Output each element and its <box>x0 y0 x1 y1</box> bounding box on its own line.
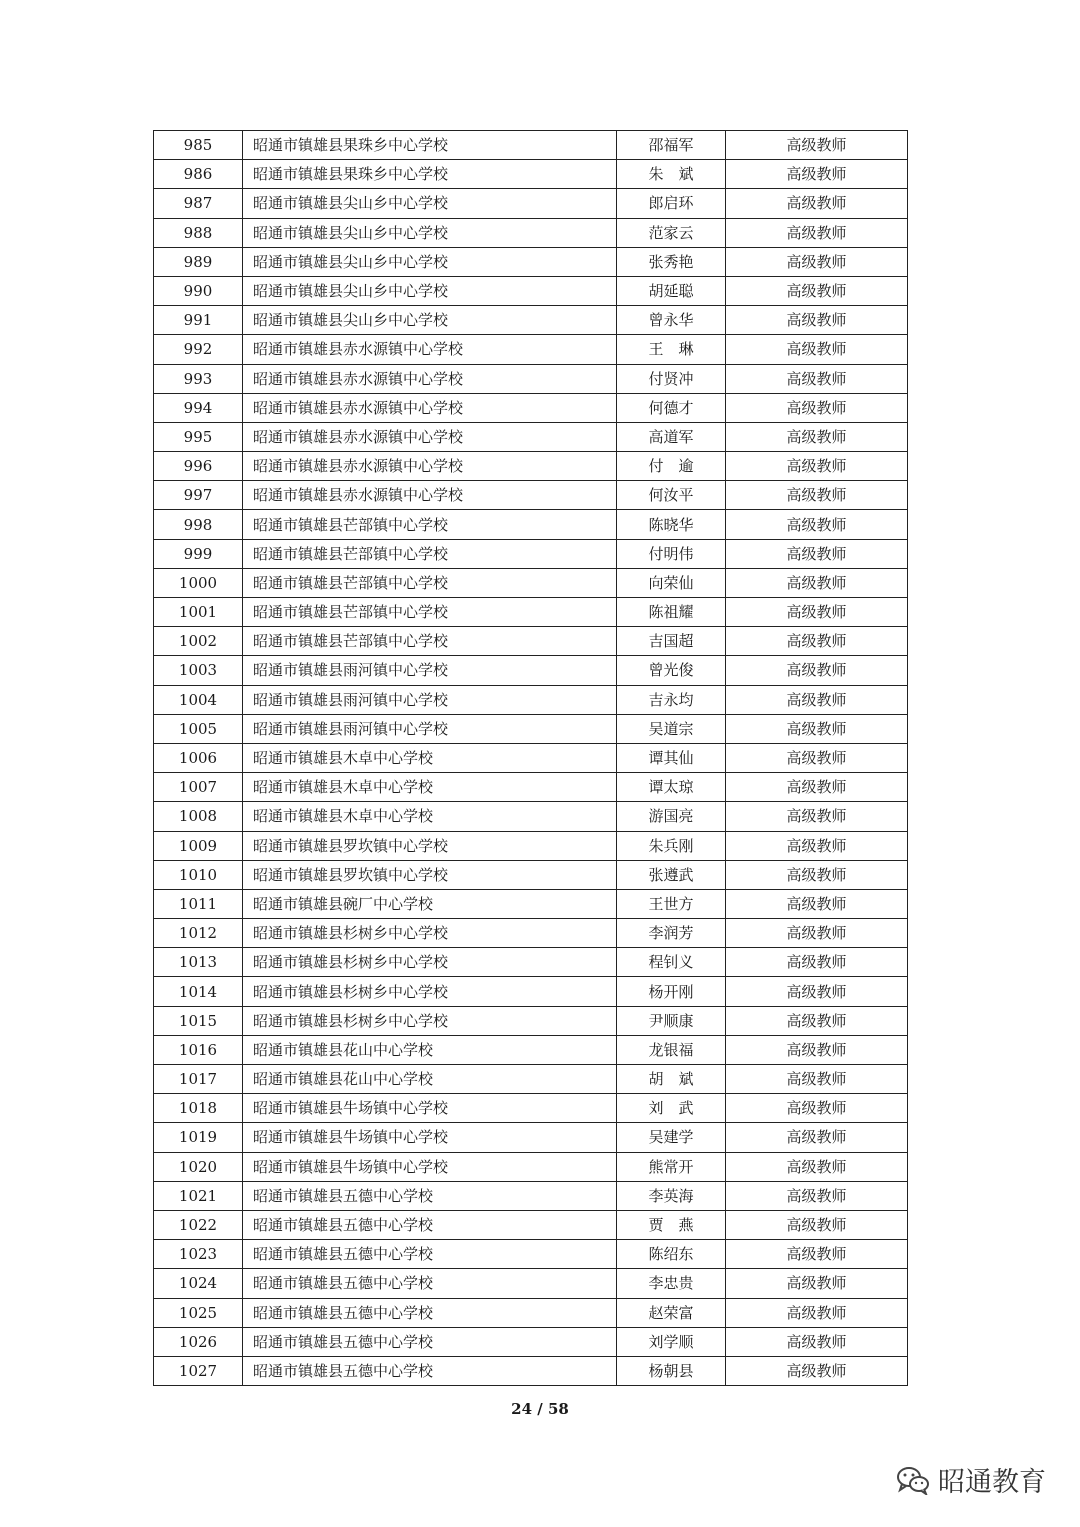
table-row <box>154 656 908 685</box>
teacher-name-cell: 朱 斌 <box>617 160 726 189</box>
title-cell: 高级教师 <box>726 656 908 685</box>
school-cell: 昭通市镇雄县五德中心学校 <box>243 1298 617 1327</box>
row-number-cell: 999 <box>154 539 243 568</box>
teacher-name-cell: 曾永华 <box>617 306 726 335</box>
row-number-cell: 992 <box>154 335 243 364</box>
row-number-cell: 998 <box>154 510 243 539</box>
title-cell: 高级教师 <box>726 977 908 1006</box>
school-cell: 昭通市镇雄县杉树乡中心学校 <box>243 919 617 948</box>
row-number-cell: 1018 <box>154 1094 243 1123</box>
school-cell: 昭通市镇雄县尖山乡中心学校 <box>243 276 617 305</box>
school-cell: 昭通市镇雄县花山中心学校 <box>243 1065 617 1094</box>
teacher-name-cell: 杨朝县 <box>617 1356 726 1385</box>
teacher-name-cell: 曾光俊 <box>617 656 726 685</box>
row-number-cell: 1020 <box>154 1152 243 1181</box>
table-row <box>154 1035 908 1064</box>
title-cell: 高级教师 <box>726 160 908 189</box>
row-number-cell: 1008 <box>154 802 243 831</box>
teacher-name-cell: 王世方 <box>617 889 726 918</box>
school-cell: 昭通市镇雄县碗厂中心学校 <box>243 889 617 918</box>
row-number-cell: 1012 <box>154 919 243 948</box>
table-row <box>154 306 908 335</box>
teacher-name-cell: 向荣仙 <box>617 568 726 597</box>
title-cell: 高级教师 <box>726 743 908 772</box>
title-cell: 高级教师 <box>726 452 908 481</box>
row-number-cell: 1014 <box>154 977 243 1006</box>
school-cell: 昭通市镇雄县木卓中心学校 <box>243 773 617 802</box>
teacher-name-cell: 刘 武 <box>617 1094 726 1123</box>
teacher-name-cell: 张秀艳 <box>617 247 726 276</box>
teacher-name-cell: 王 琳 <box>617 335 726 364</box>
school-cell: 昭通市镇雄县赤水源镇中心学校 <box>243 422 617 451</box>
title-cell: 高级教师 <box>726 364 908 393</box>
title-cell: 高级教师 <box>726 889 908 918</box>
table-row <box>154 1327 908 1356</box>
row-number-cell: 990 <box>154 276 243 305</box>
title-cell: 高级教师 <box>726 539 908 568</box>
table-row <box>154 1065 908 1094</box>
teacher-name-cell: 龙银福 <box>617 1035 726 1064</box>
table-row <box>154 773 908 802</box>
school-cell: 昭通市镇雄县五德中心学校 <box>243 1240 617 1269</box>
school-cell: 昭通市镇雄县赤水源镇中心学校 <box>243 364 617 393</box>
row-number-cell: 1022 <box>154 1210 243 1239</box>
watermark-text: 昭通教育 <box>938 1467 1046 1498</box>
title-cell: 高级教师 <box>726 714 908 743</box>
table-row <box>154 276 908 305</box>
row-number-cell: 1011 <box>154 889 243 918</box>
row-number-cell: 1005 <box>154 714 243 743</box>
school-cell: 昭通市镇雄县雨河镇中心学校 <box>243 714 617 743</box>
table-row <box>154 1094 908 1123</box>
table-body <box>154 131 908 1386</box>
title-cell: 高级教师 <box>726 1035 908 1064</box>
row-number-cell: 1023 <box>154 1240 243 1269</box>
table-row <box>154 218 908 247</box>
row-number-cell: 1026 <box>154 1327 243 1356</box>
teacher-name-cell: 高道军 <box>617 422 726 451</box>
title-cell: 高级教师 <box>726 276 908 305</box>
title-cell: 高级教师 <box>726 218 908 247</box>
title-cell: 高级教师 <box>726 1181 908 1210</box>
teacher-name-cell: 胡 斌 <box>617 1065 726 1094</box>
row-number-cell: 1009 <box>154 831 243 860</box>
school-cell: 昭通市镇雄县赤水源镇中心学校 <box>243 335 617 364</box>
table-row <box>154 1356 908 1385</box>
teacher-name-cell: 尹顺康 <box>617 1006 726 1035</box>
table-row <box>154 189 908 218</box>
row-number-cell: 991 <box>154 306 243 335</box>
teacher-name-cell: 吉永均 <box>617 685 726 714</box>
wechat-icon <box>896 1465 930 1495</box>
row-number-cell: 1006 <box>154 743 243 772</box>
table-row <box>154 452 908 481</box>
title-cell: 高级教师 <box>726 1065 908 1094</box>
title-cell: 高级教师 <box>726 919 908 948</box>
school-cell: 昭通市镇雄县雨河镇中心学校 <box>243 685 617 714</box>
teacher-name-cell: 张遵武 <box>617 860 726 889</box>
title-cell: 高级教师 <box>726 1006 908 1035</box>
school-cell: 昭通市镇雄县芒部镇中心学校 <box>243 598 617 627</box>
school-cell: 昭通市镇雄县木卓中心学校 <box>243 802 617 831</box>
teacher-name-cell: 熊常开 <box>617 1152 726 1181</box>
title-cell: 高级教师 <box>726 1210 908 1239</box>
teacher-name-cell: 范家云 <box>617 218 726 247</box>
table-row <box>154 481 908 510</box>
table-row <box>154 247 908 276</box>
row-number-cell: 1015 <box>154 1006 243 1035</box>
row-number-cell: 1002 <box>154 627 243 656</box>
row-number-cell: 996 <box>154 452 243 481</box>
school-cell: 昭通市镇雄县五德中心学校 <box>243 1327 617 1356</box>
school-cell: 昭通市镇雄县杉树乡中心学校 <box>243 977 617 1006</box>
school-cell: 昭通市镇雄县花山中心学校 <box>243 1035 617 1064</box>
teacher-name-cell: 陈祖耀 <box>617 598 726 627</box>
teacher-name-cell: 朱兵刚 <box>617 831 726 860</box>
row-number-cell: 993 <box>154 364 243 393</box>
row-number-cell: 1003 <box>154 656 243 685</box>
row-number-cell: 987 <box>154 189 243 218</box>
table-row <box>154 919 908 948</box>
table-row <box>154 685 908 714</box>
title-cell: 高级教师 <box>726 831 908 860</box>
teacher-name-cell: 刘学顺 <box>617 1327 726 1356</box>
school-cell: 昭通市镇雄县牛场镇中心学校 <box>243 1152 617 1181</box>
table-row <box>154 539 908 568</box>
row-number-cell: 1016 <box>154 1035 243 1064</box>
row-number-cell: 1013 <box>154 948 243 977</box>
school-cell: 昭通市镇雄县果珠乡中心学校 <box>243 160 617 189</box>
row-number-cell: 994 <box>154 393 243 422</box>
table-row <box>154 889 908 918</box>
school-cell: 昭通市镇雄县罗坎镇中心学校 <box>243 860 617 889</box>
title-cell: 高级教师 <box>726 481 908 510</box>
row-number-cell: 1025 <box>154 1298 243 1327</box>
table-row <box>154 1181 908 1210</box>
table-row <box>154 364 908 393</box>
table-row <box>154 422 908 451</box>
table-row <box>154 1269 908 1298</box>
teacher-name-cell: 邵福军 <box>617 131 726 160</box>
table-row <box>154 802 908 831</box>
teacher-name-cell: 吴建学 <box>617 1123 726 1152</box>
school-cell: 昭通市镇雄县赤水源镇中心学校 <box>243 452 617 481</box>
title-cell: 高级教师 <box>726 1240 908 1269</box>
teacher-name-cell: 吴道宗 <box>617 714 726 743</box>
title-cell: 高级教师 <box>726 802 908 831</box>
title-cell: 高级教师 <box>726 773 908 802</box>
school-cell: 昭通市镇雄县五德中心学校 <box>243 1181 617 1210</box>
school-cell: 昭通市镇雄县芒部镇中心学校 <box>243 539 617 568</box>
row-number-cell: 988 <box>154 218 243 247</box>
school-cell: 昭通市镇雄县芒部镇中心学校 <box>243 510 617 539</box>
teacher-name-cell: 付贤冲 <box>617 364 726 393</box>
school-cell: 昭通市镇雄县杉树乡中心学校 <box>243 1006 617 1035</box>
teacher-list-table <box>153 130 908 1386</box>
row-number-cell: 997 <box>154 481 243 510</box>
table-row <box>154 860 908 889</box>
table-row <box>154 1210 908 1239</box>
row-number-cell: 989 <box>154 247 243 276</box>
row-number-cell: 1024 <box>154 1269 243 1298</box>
school-cell: 昭通市镇雄县尖山乡中心学校 <box>243 306 617 335</box>
teacher-name-cell: 陈晓华 <box>617 510 726 539</box>
title-cell: 高级教师 <box>726 510 908 539</box>
title-cell: 高级教师 <box>726 1094 908 1123</box>
table-row <box>154 743 908 772</box>
title-cell: 高级教师 <box>726 1327 908 1356</box>
school-cell: 昭通市镇雄县木卓中心学校 <box>243 743 617 772</box>
row-number-cell: 1001 <box>154 598 243 627</box>
table-row <box>154 160 908 189</box>
row-number-cell: 986 <box>154 160 243 189</box>
teacher-name-cell: 贾 燕 <box>617 1210 726 1239</box>
title-cell: 高级教师 <box>726 685 908 714</box>
table-row <box>154 977 908 1006</box>
teacher-name-cell: 何德才 <box>617 393 726 422</box>
table-row <box>154 627 908 656</box>
title-cell: 高级教师 <box>726 335 908 364</box>
title-cell: 高级教师 <box>726 422 908 451</box>
teacher-name-cell: 付 逾 <box>617 452 726 481</box>
title-cell: 高级教师 <box>726 1123 908 1152</box>
table-row <box>154 1152 908 1181</box>
title-cell: 高级教师 <box>726 131 908 160</box>
school-cell: 昭通市镇雄县芒部镇中心学校 <box>243 568 617 597</box>
table-row <box>154 568 908 597</box>
teacher-name-cell: 程钊义 <box>617 948 726 977</box>
row-number-cell: 1019 <box>154 1123 243 1152</box>
school-cell: 昭通市镇雄县罗坎镇中心学校 <box>243 831 617 860</box>
table-row <box>154 948 908 977</box>
school-cell: 昭通市镇雄县芒部镇中心学校 <box>243 627 617 656</box>
title-cell: 高级教师 <box>726 247 908 276</box>
table-row <box>154 1006 908 1035</box>
teacher-name-cell: 付明伟 <box>617 539 726 568</box>
title-cell: 高级教师 <box>726 1356 908 1385</box>
teacher-name-cell: 赵荣富 <box>617 1298 726 1327</box>
school-cell: 昭通市镇雄县雨河镇中心学校 <box>243 656 617 685</box>
title-cell: 高级教师 <box>726 189 908 218</box>
row-number-cell: 1027 <box>154 1356 243 1385</box>
title-cell: 高级教师 <box>726 598 908 627</box>
school-cell: 昭通市镇雄县杉树乡中心学校 <box>243 948 617 977</box>
teacher-name-cell: 何汝平 <box>617 481 726 510</box>
row-number-cell: 1021 <box>154 1181 243 1210</box>
school-cell: 昭通市镇雄县果珠乡中心学校 <box>243 131 617 160</box>
table-row <box>154 1298 908 1327</box>
table-row <box>154 131 908 160</box>
title-cell: 高级教师 <box>726 1298 908 1327</box>
row-number-cell: 1000 <box>154 568 243 597</box>
title-cell: 高级教师 <box>726 393 908 422</box>
title-cell: 高级教师 <box>726 568 908 597</box>
teacher-name-cell: 李忠贵 <box>617 1269 726 1298</box>
row-number-cell: 1010 <box>154 860 243 889</box>
table-row <box>154 1240 908 1269</box>
teacher-name-cell: 陈绍东 <box>617 1240 726 1269</box>
table-row <box>154 831 908 860</box>
school-cell: 昭通市镇雄县五德中心学校 <box>243 1269 617 1298</box>
page-number: 24 / 58 <box>511 1400 569 1418</box>
teacher-name-cell: 谭其仙 <box>617 743 726 772</box>
teacher-name-cell: 李润芳 <box>617 919 726 948</box>
title-cell: 高级教师 <box>726 1152 908 1181</box>
school-cell: 昭通市镇雄县五德中心学校 <box>243 1210 617 1239</box>
title-cell: 高级教师 <box>726 306 908 335</box>
table-row <box>154 598 908 627</box>
table-row <box>154 714 908 743</box>
teacher-name-cell: 谭太琼 <box>617 773 726 802</box>
row-number-cell: 1017 <box>154 1065 243 1094</box>
teacher-name-cell: 郎启环 <box>617 189 726 218</box>
school-cell: 昭通市镇雄县牛场镇中心学校 <box>243 1094 617 1123</box>
row-number-cell: 985 <box>154 131 243 160</box>
row-number-cell: 995 <box>154 422 243 451</box>
school-cell: 昭通市镇雄县尖山乡中心学校 <box>243 189 617 218</box>
school-cell: 昭通市镇雄县牛场镇中心学校 <box>243 1123 617 1152</box>
teacher-name-cell: 游国亮 <box>617 802 726 831</box>
teacher-name-cell: 李英海 <box>617 1181 726 1210</box>
table-row <box>154 393 908 422</box>
title-cell: 高级教师 <box>726 860 908 889</box>
school-cell: 昭通市镇雄县赤水源镇中心学校 <box>243 393 617 422</box>
title-cell: 高级教师 <box>726 948 908 977</box>
row-number-cell: 1004 <box>154 685 243 714</box>
teacher-name-cell: 杨开刚 <box>617 977 726 1006</box>
watermark <box>896 1460 1046 1499</box>
teacher-name-cell: 吉国超 <box>617 627 726 656</box>
school-cell: 昭通市镇雄县赤水源镇中心学校 <box>243 481 617 510</box>
table-row <box>154 510 908 539</box>
row-number-cell: 1007 <box>154 773 243 802</box>
title-cell: 高级教师 <box>726 1269 908 1298</box>
school-cell: 昭通市镇雄县尖山乡中心学校 <box>243 218 617 247</box>
school-cell: 昭通市镇雄县尖山乡中心学校 <box>243 247 617 276</box>
school-cell: 昭通市镇雄县五德中心学校 <box>243 1356 617 1385</box>
teacher-name-cell: 胡延聪 <box>617 276 726 305</box>
title-cell: 高级教师 <box>726 627 908 656</box>
table-row <box>154 1123 908 1152</box>
table-row <box>154 335 908 364</box>
